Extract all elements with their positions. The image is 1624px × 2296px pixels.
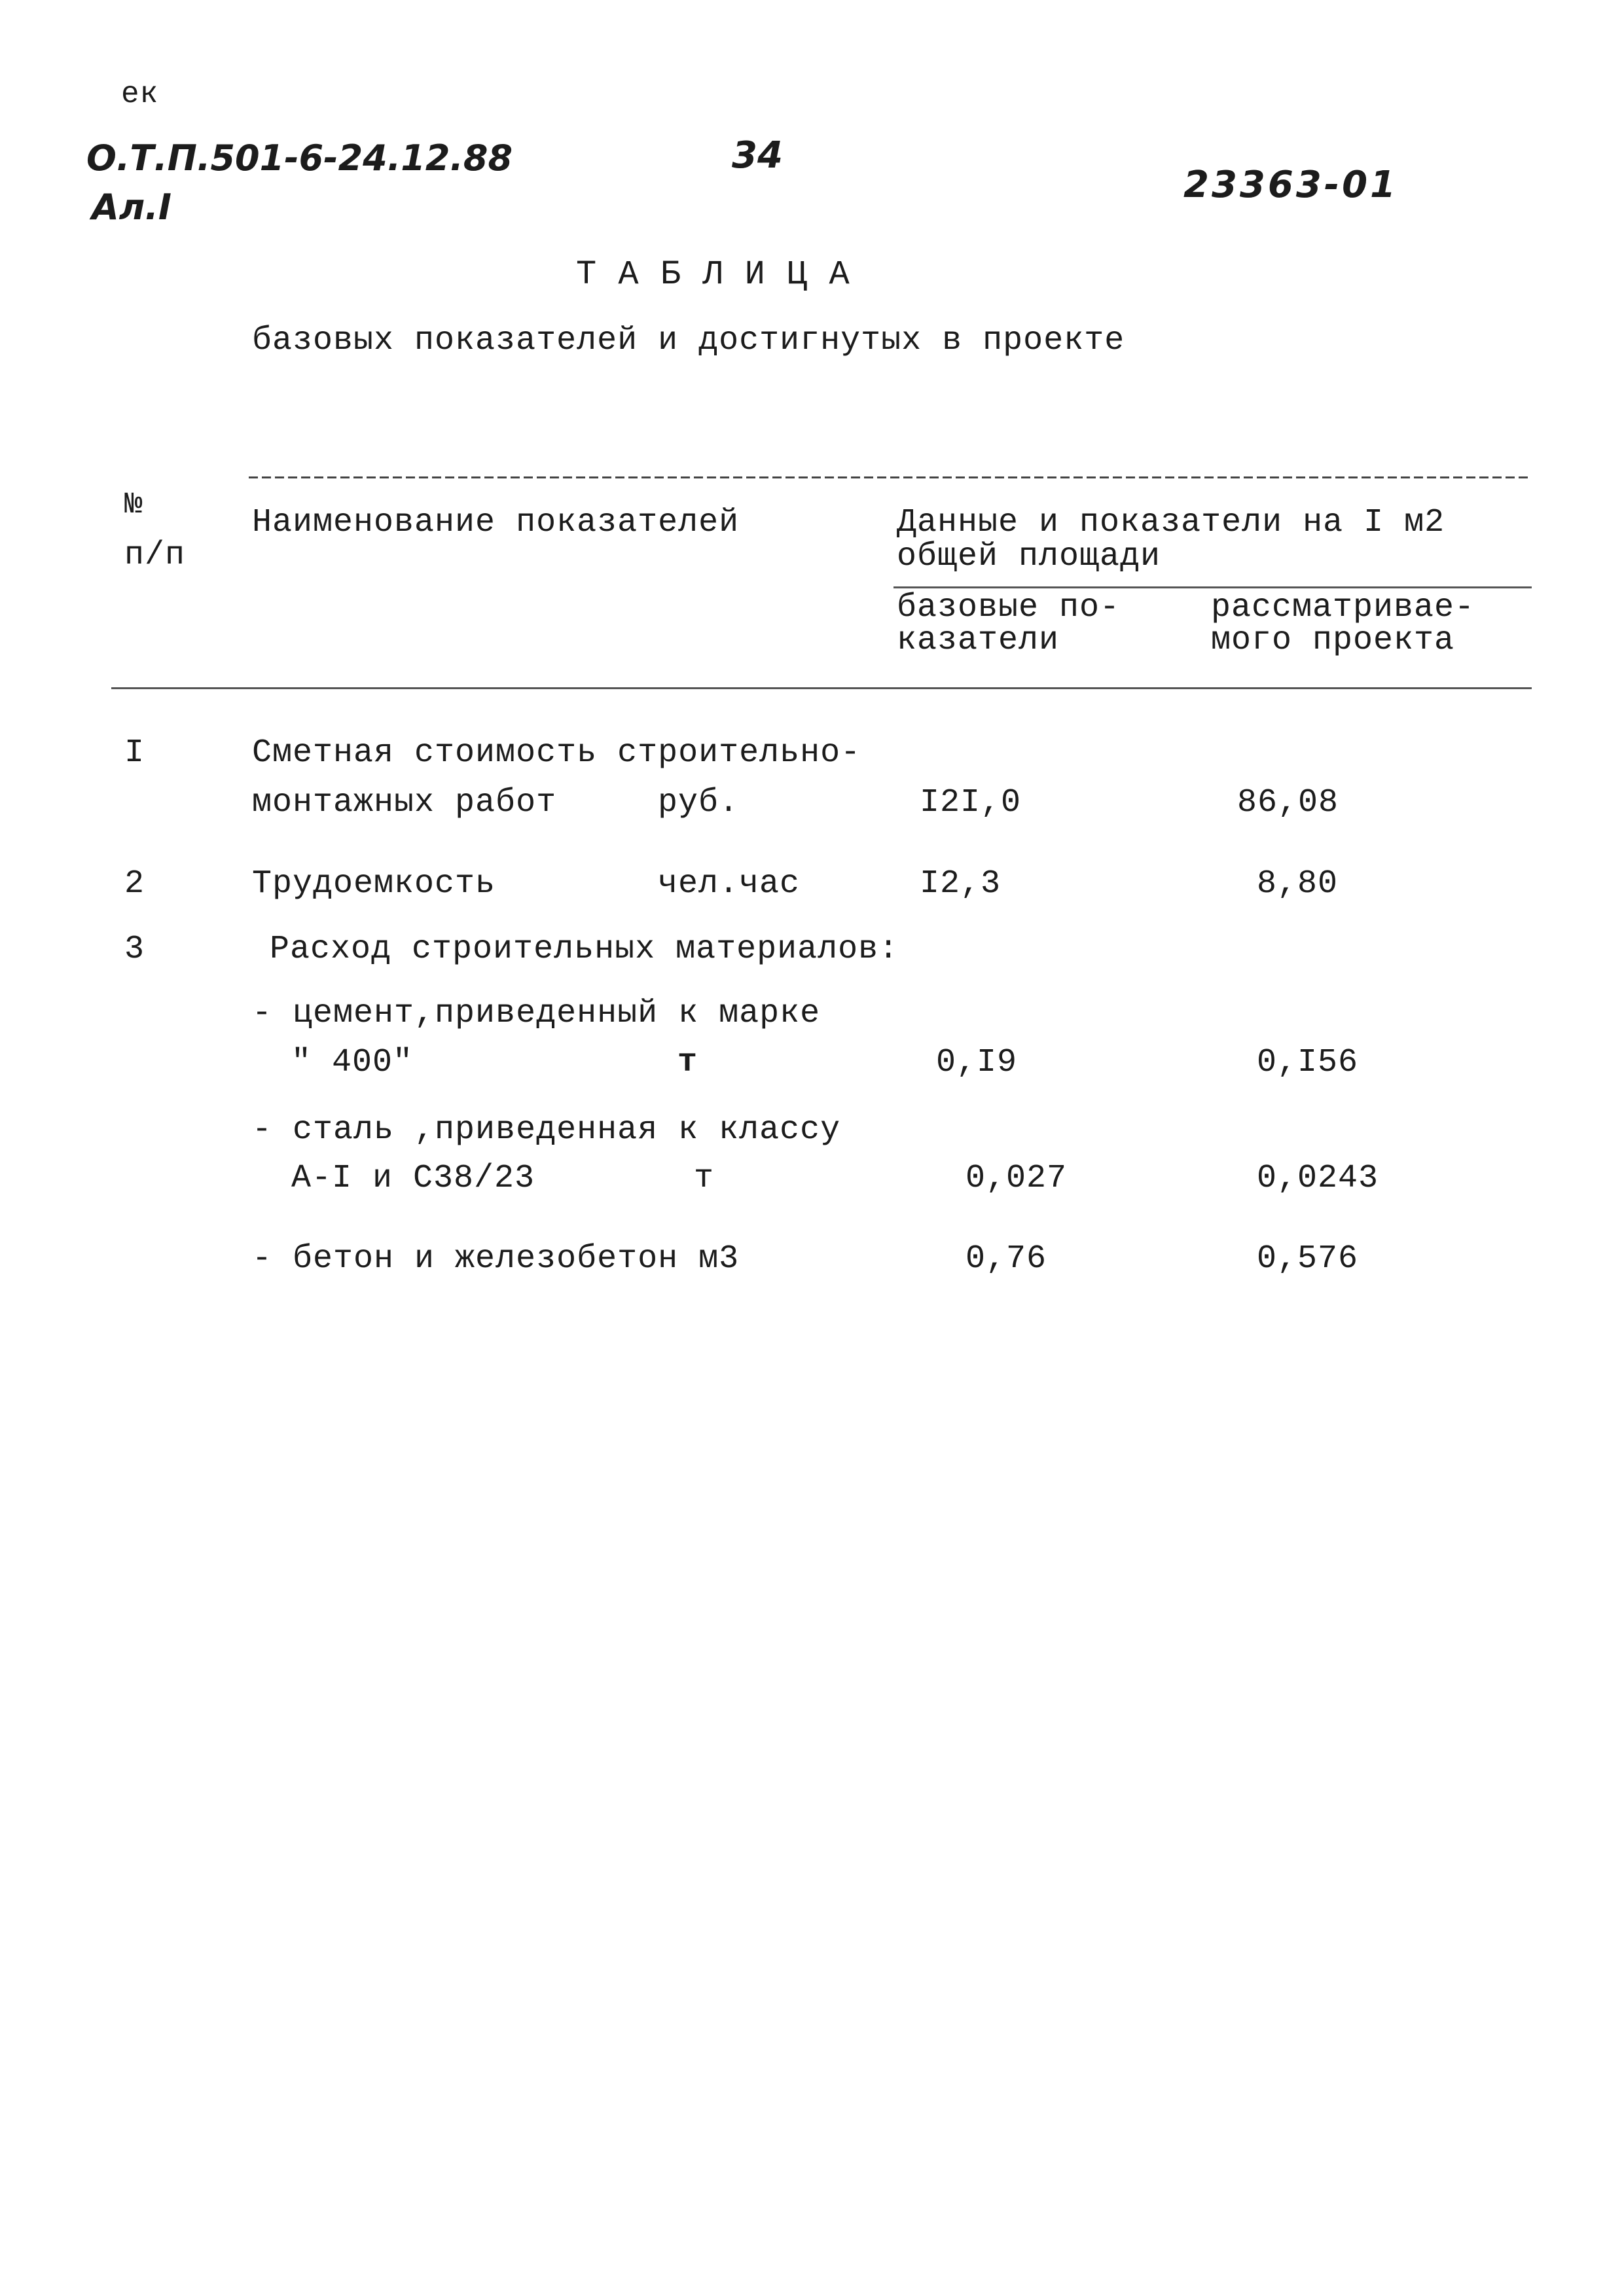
row-name-line2: " 400": [291, 1044, 414, 1081]
document-code: 23363-01: [1183, 164, 1398, 206]
subheader-rule: [893, 586, 1532, 588]
row-project-value: 0,I56: [1257, 1044, 1359, 1081]
header-project-line1: рассматривае-: [1211, 589, 1475, 626]
row-base-value: I2,3: [920, 865, 1001, 903]
header-number-sign: №: [124, 488, 143, 522]
row-unit: т: [694, 1160, 715, 1197]
header-base-line1: базовые по-: [897, 589, 1121, 626]
row-base-value: 0,76: [965, 1240, 1047, 1278]
row-name-line2: монтажных работ: [252, 784, 557, 821]
page-number: 34: [732, 134, 783, 177]
header-project-line2: мого проекта: [1211, 622, 1455, 659]
row-name-line1: - бетон и железобетон м3: [252, 1240, 740, 1278]
row-name-line1: Расход строительных материалов:: [270, 931, 899, 968]
row-base-value: 0,I9: [936, 1044, 1018, 1081]
header-bottom-rule: [111, 687, 1532, 689]
header-data-line1: Данные и показатели на I м2: [897, 504, 1445, 541]
header-indicator-name: Наименование показателей: [252, 504, 740, 541]
row-number: 2: [124, 865, 145, 903]
header-data-line2: общей площади: [897, 538, 1161, 575]
stamp-sheet: Ал.I: [92, 187, 171, 228]
row-base-value: I2I,0: [920, 784, 1022, 821]
row-name-line2: А-I и С38/23: [291, 1160, 535, 1197]
row-name-line1: Трудоемкость: [252, 865, 496, 903]
row-project-value: 8,80: [1257, 865, 1339, 903]
row-name-line1: Сметная стоимость строительно-: [252, 734, 861, 772]
row-number: I: [124, 734, 145, 772]
row-project-value: 86,08: [1237, 784, 1339, 821]
row-name-line1: - сталь ,приведенная к классу: [252, 1111, 841, 1149]
row-unit: чел.час: [658, 865, 801, 903]
corner-mark: ек: [121, 77, 159, 111]
header-row-index: п/п: [124, 537, 186, 574]
header-base-line2: казатели: [897, 622, 1060, 659]
row-unit: руб.: [658, 784, 740, 821]
row-base-value: 0,027: [965, 1160, 1068, 1197]
row-name-line1: - цемент,приведенный к марке: [252, 995, 821, 1032]
page-subtitle: базовых показателей и достигнутых в проекте: [252, 322, 1125, 359]
row-project-value: 0,0243: [1257, 1160, 1379, 1197]
table-top-rule: [249, 476, 1532, 478]
row-number: 3: [124, 931, 145, 968]
page-title: Т А Б Л И Ц А: [576, 255, 850, 294]
row-unit: т: [677, 1044, 698, 1081]
stamp-reference: О.Т.П.501-6-24.12.88: [86, 137, 513, 179]
row-project-value: 0,576: [1257, 1240, 1359, 1278]
